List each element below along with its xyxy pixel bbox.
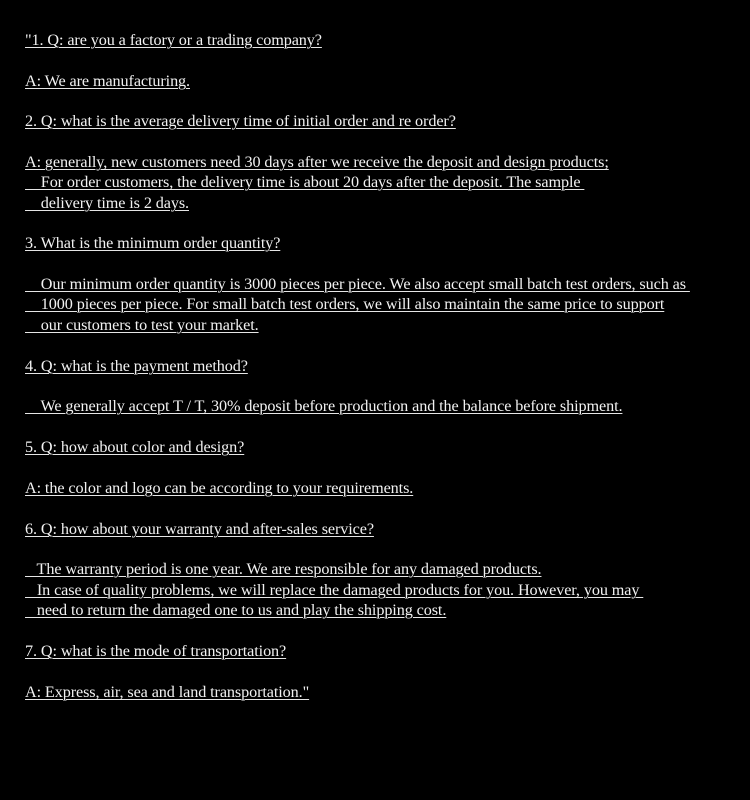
faq-q2-question: 2. Q: what is the average delivery time of initial order and re order?	[25, 112, 456, 130]
faq-q3-question: 3. What is the minimum order quantity?	[25, 234, 281, 252]
faq-q7-question: 7. Q: what is the mode of transportation?	[25, 642, 287, 660]
faq-q3-answer-line-2: 1000 pieces per piece. For small batch test orders, we will also maintain the same price to support	[25, 295, 665, 313]
faq-q6-answer-line-3: need to return the damaged one to us and play the shipping cost.	[25, 601, 447, 619]
faq-q3-answer-line-1: Our minimum order quantity is 3000 pieces per piece. We also accept small batch test orders, such as	[25, 275, 690, 293]
faq-q5-answer: A: the color and logo can be according to your requirements.	[25, 479, 414, 497]
faq-q6-answer-line-1: The warranty period is one year. We are responsible for any damaged products.	[25, 560, 542, 578]
faq-q4-question: 4. Q: what is the payment method?	[25, 357, 248, 375]
faq-q2-answer-line-1: A: generally, new customers need 30 days after we receive the deposit and design products;	[25, 153, 609, 171]
faq-q6-question: 6. Q: how about your warranty and after-sales service?	[25, 520, 374, 538]
faq-q2-answer-line-3: delivery time is 2 days.	[25, 194, 189, 212]
faq-q3-answer-line-3: our customers to test your market.	[25, 316, 259, 334]
faq-q4-answer: We generally accept T / T, 30% deposit before production and the balance before shipment.	[25, 397, 623, 415]
faq-q2-answer-line-2: For order customers, the delivery time is about 20 days after the deposit. The sample	[25, 173, 585, 191]
faq-q1-answer: A: We are manufacturing.	[25, 72, 190, 90]
faq-q7-answer: A: Express, air, sea and land transportation."	[25, 683, 310, 701]
faq-q6-answer-line-2: In case of quality problems, we will replace the damaged products for you. However, you may	[25, 581, 644, 599]
faq-q5-question: 5. Q: how about color and design?	[25, 438, 245, 456]
faq-q1-question: "1. Q: are you a factory or a trading company?	[25, 31, 322, 49]
